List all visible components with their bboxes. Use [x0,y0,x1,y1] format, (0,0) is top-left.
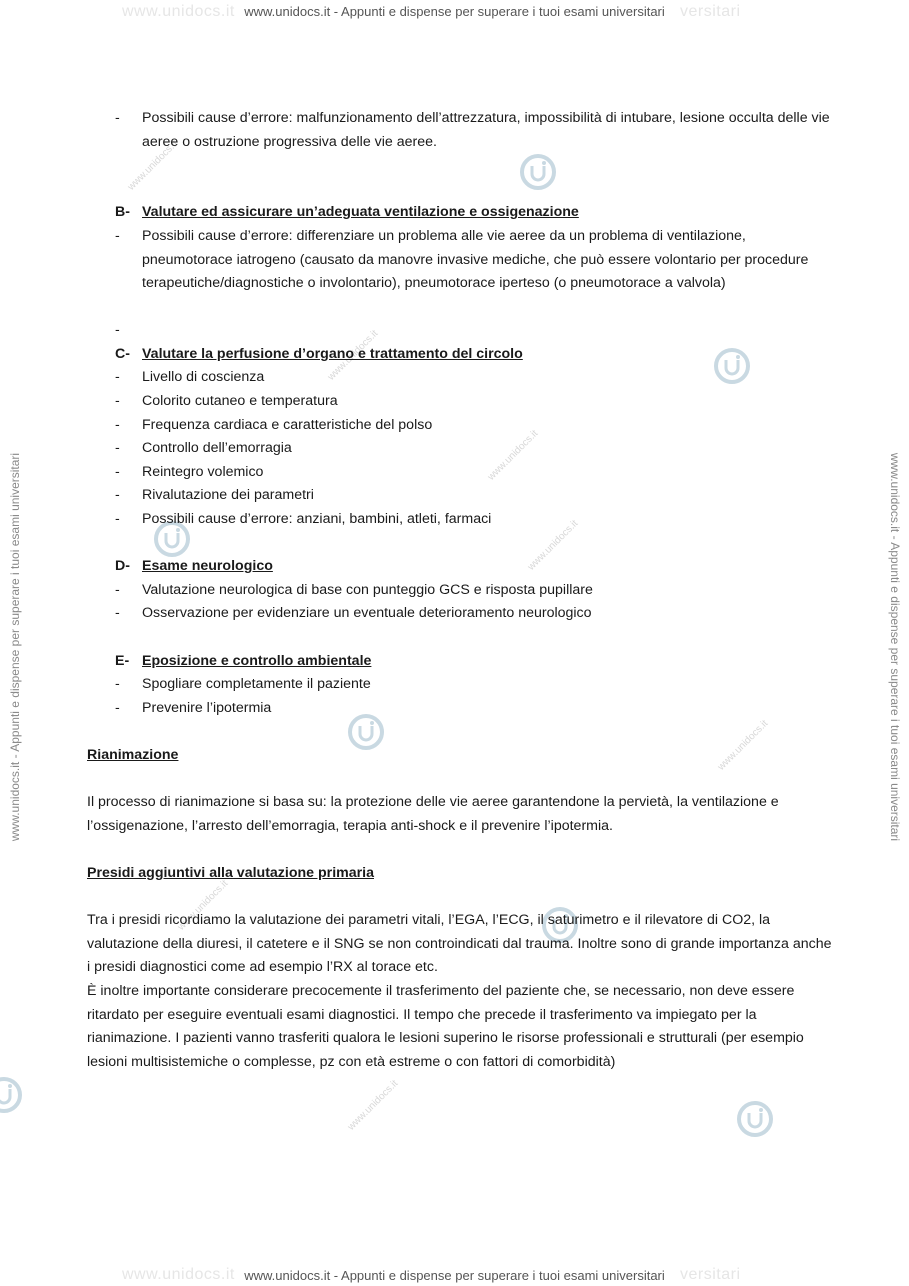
faint-watermark-bottom-right: versitari [680,1266,741,1283]
list-item: Possibili cause d’errore: anziani, bambini, atleti, farmaci [142,511,492,527]
list-dash: - [115,110,120,126]
list-item: Valutazione neurologica di base con punteggio GCS e risposta pupillare [142,582,593,598]
diagonal-watermark: www.unidocs.it [345,1078,401,1133]
diagonal-watermark: www.unidocs.it [125,138,181,193]
faint-watermark-bottom-left: www.unidocs.it [122,1266,235,1283]
presidi-title: Presidi aggiuntivi alla valutazione primaria [87,865,374,881]
list-dash-empty: - [115,322,120,338]
list-item: Prevenire l’ipotermia [142,700,272,716]
list-item: Reintegro volemico [142,464,264,480]
right-side-watermark: www.unidocs.it - Appunti e dispense per superare i tuoi esami universitari [888,452,902,842]
rianimazione-paragraph: Il processo di rianimazione si basa su: la protezione delle vie aeree garantendone la pervietà, la ventilazione e l’ossigenazione, l’arresto dell’emorragia, terapia anti-shock e il prevenire l’ipotermia. [87,794,779,834]
list-dash: - [115,511,120,527]
list-dash: - [115,464,120,480]
list-dash: - [115,440,120,456]
list-item: Controllo dell’emorragia [142,440,292,456]
section-d-letter: D- [115,558,130,574]
list-item: Spogliare completamente il paziente [142,676,371,692]
diagonal-watermark: www.unidocs.it [525,518,581,573]
list-item: Possibili cause d’errore: differenziare un problema alle vie aeree da un problema di ventilazione, pneumotorace iatrogeno (causato da manovre invasive mediche, che può essere volontario per procedure terapeutiche/diagnostiche o involontario), pneumotorace iperteso (o pneumotorace a valvola) [142,228,809,292]
unidocs-logo-icon [735,1099,775,1139]
list-item: Frequenza cardiaca e caratteristiche del polso [142,417,433,433]
list-dash: - [115,369,120,385]
list-item: Osservazione per evidenziare un eventuale deterioramento neurologico [142,605,592,621]
section-d-title: Esame neurologico [142,558,273,574]
section-c-title: Valutare la perfusione d’organo e trattamento del circolo [142,346,523,362]
list-dash: - [115,228,120,244]
diagonal-watermark: www.unidocs.it [715,718,771,773]
list-item: Possibili cause d’errore: malfunzionamento dell’attrezzatura, impossibilità di intubare, lesione occulta delle vie aeree o ostruzione progressiva delle vie aeree. [142,110,830,150]
list-item: Livello di coscienza [142,369,265,385]
diagonal-watermark: www.unidocs.it [175,878,231,933]
header-watermark: www.unidocs.it - Appunti e dispense per superare i tuoi esami universitari [244,4,665,19]
list-dash: - [115,700,120,716]
list-dash: - [115,393,120,409]
unidocs-logo-icon [0,1075,24,1115]
unidocs-logo-icon [518,152,558,192]
list-dash: - [115,676,120,692]
rianimazione-title: Rianimazione [87,747,179,763]
diagonal-watermark: www.unidocs.it [485,428,541,483]
presidi-paragraph-2: È inoltre importante considerare precocemente il trasferimento del paziente che, se necessario, non deve essere ritardato per eseguire eventuali esami diagnostici. Il tempo che precede il trasferimento va impiegato per la rianimazione. I pazienti vanno trasferiti qualora le lesioni superino le risorse professionali e strutturali (per esempio lesioni multisistemiche o complesse, pz con età estreme o con fattori di comorbidità) [87,983,804,1070]
left-side-watermark: www.unidocs.it - Appunti e dispense per superare i tuoi esami universitari [8,452,22,842]
section-b-title: Valutare ed assicurare un’adeguata ventilazione e ossigenazione [142,204,579,220]
faint-watermark-top-right: versitari [680,3,741,20]
list-dash: - [115,487,120,503]
faint-watermark-top-left: www.unidocs.it [122,3,235,20]
footer-watermark: www.unidocs.it - Appunti e dispense per superare i tuoi esami universitari [244,1268,665,1283]
section-e-letter: E- [115,653,130,669]
list-item: Colorito cutaneo e temperatura [142,393,338,409]
section-b-letter: B- [115,204,130,220]
list-item: Rivalutazione dei parametri [142,487,314,503]
section-c-letter: C- [115,346,130,362]
list-dash: - [115,605,120,621]
section-e-title: Eposizione e controllo ambientale [142,653,372,669]
list-dash: - [115,582,120,598]
list-dash: - [115,417,120,433]
presidi-paragraph-1: Tra i presidi ricordiamo la valutazione dei parametri vitali, l’EGA, l’ECG, il saturimetro e il rilevatore di CO2, la valutazione della diuresi, il catetere e il SNG se non controindicati dal trauma. Inoltre sono di grande importanza anche i presidi diagnostici come ad esempio l’RX al torace etc. [87,912,832,976]
diagonal-watermark: www.unidocs.it [325,328,381,383]
